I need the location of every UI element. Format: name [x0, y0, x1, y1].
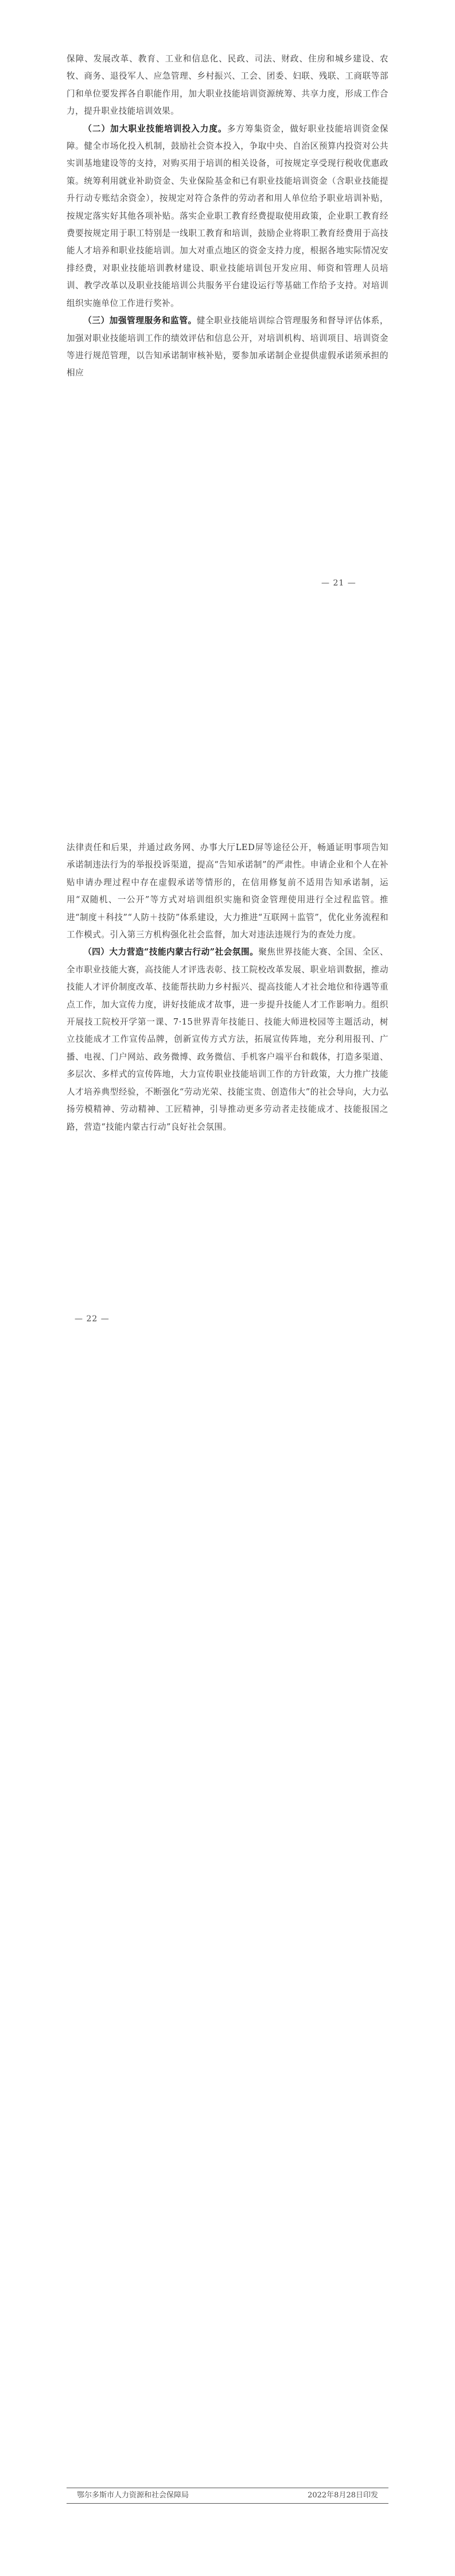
- page-number-21: — 21 —: [321, 579, 356, 588]
- page-21-text: [67, 51, 388, 382]
- page-22-text: [67, 839, 388, 1136]
- section-2-body: 多方筹集资金，做好职业技能培训资金保障。健全市场化投入机制，鼓励社会资本投入，争取中央、自治区预算内投资对公共实训基地建设等的支持，对购买用于培训的相关设备，可按规定享受现行税收优惠政策。统筹利用就业补助资金、失业保险基金和已有职业技能培训资金（含职业技能提升行动专账结余资金），按规定对符合条件的劳动者和用人单位给予职业培训补贴，按规定落实好其他各项补贴。落实企业职工教育经费提取使用政策，企业职工教育经费要按规定用于职工特别是一线职工教育和培训，鼓励企业将职工教育经费用于高技能人才培养和职业技能培训。加大对重点地区的资金支持力度，根据各地实际情况安排经费，对职业技能培训教材建设、职业技能培训包开发应用、师资和管理人员培训、教学改革以及职业技能培训公共服务平台建设运行等基础工作给予支持。对培训组织实施单位工作进行奖补。: [67, 123, 388, 308]
- section-2-paragraph: [67, 121, 388, 312]
- section-3-continuation: 法律责任和后果，并通过政务网、办事大厅LED屏等途径公开，畅通证明事项告知承诺制违法行为的举报投诉渠道，提高“告知承诺制”的严肃性。申请企业和个人在补贴申请办理过程中存在虚假承诺等情形的，在信用修复前不适用告知承诺制，运用“双随机、一公开”等方式对培训组织实施和资金管理使用进行全过程监管。推进“制度＋科技”“人防＋技防”体系建设，大力推进“互联网＋监管”，优化业务流程和工作模式。引入第三方机构强化社会监督，加大对违法违规行为的查处力度。: [67, 843, 388, 940]
- section-3-paragraph: [67, 312, 388, 382]
- document-page-21: [0, 0, 455, 649]
- section-4-paragraph: [67, 944, 388, 1135]
- document-footer: [67, 2488, 388, 2504]
- issue-date: 2022年8月28日印发: [308, 2491, 378, 2500]
- section-4-body: 聚焦世界技能大赛、全国、全区、全市职业技能大赛，高技能人才评选表彰、技工院校改革发展、职业培训数据，推动技能人才评价制度改革、技能帮扶助力乡村振兴、提高技能人才社会地位和待遇等重点工作，加大宣传力度，讲好技能成才故事，进一步提升技能人才工作影响力。组织开展技工院校开学第一课、7·15世界青年技能日、技能大师进校园等主题活动，树立技能成才工作宣传品牌，创新宣传方式方法，拓展宣传阵地，充分利用报刊、广播、电视、门户网站、政务微博、政务微信、手机客户端平台和载体，打造多渠道、多层次、多样式的宣传阵地，大力宣传职业技能培训工作的方针政策，大力推广技能人才培养典型经验，不断强化“劳动光荣、技能宝贵、创造伟大”的社会导向，大力弘扬劳模精神、劳动精神、工匠精神，引导推动更多劳动者走技能成才、技能报国之路，营造“技能内蒙古行动”良好社会氛围。: [67, 947, 388, 1132]
- section-3-heading: （三）加强管理服务和监管。: [83, 316, 197, 326]
- section-4-heading: （四）大力营造“技能内蒙古行动”社会氛围。: [83, 947, 259, 957]
- section-2-heading: （二）加大职业技能培训投入力度。: [83, 123, 227, 134]
- page-number-22: — 22 —: [75, 1314, 110, 1324]
- section-3-body: 健全职业技能培训综合管理服务和督导评估体系，加强对职业技能培训工作的绩效评估和信息公开，对培训机构、培训项目、培训资金等进行规范管理，以告知承诺制审核补贴，要参加承诺制企业提供虚假承诺须承担的相应: [67, 316, 388, 378]
- issuing-organization: 鄂尔多斯市人力资源和社会保障局: [77, 2491, 189, 2500]
- document-page-22: [0, 798, 455, 1446]
- intro-paragraph-continuation: 保障、发展改革、教育、工业和信息化、民政、司法、财政、住房和城乡建设、农牧、商务、退役军人、应急管理、乡村振兴、工会、团委、妇联、残联、工商联等部门和单位要发挥各自职能作用，加大职业技能培训资源统筹、共享力度，形成工作合力，提升职业技能培训效果。: [67, 54, 388, 117]
